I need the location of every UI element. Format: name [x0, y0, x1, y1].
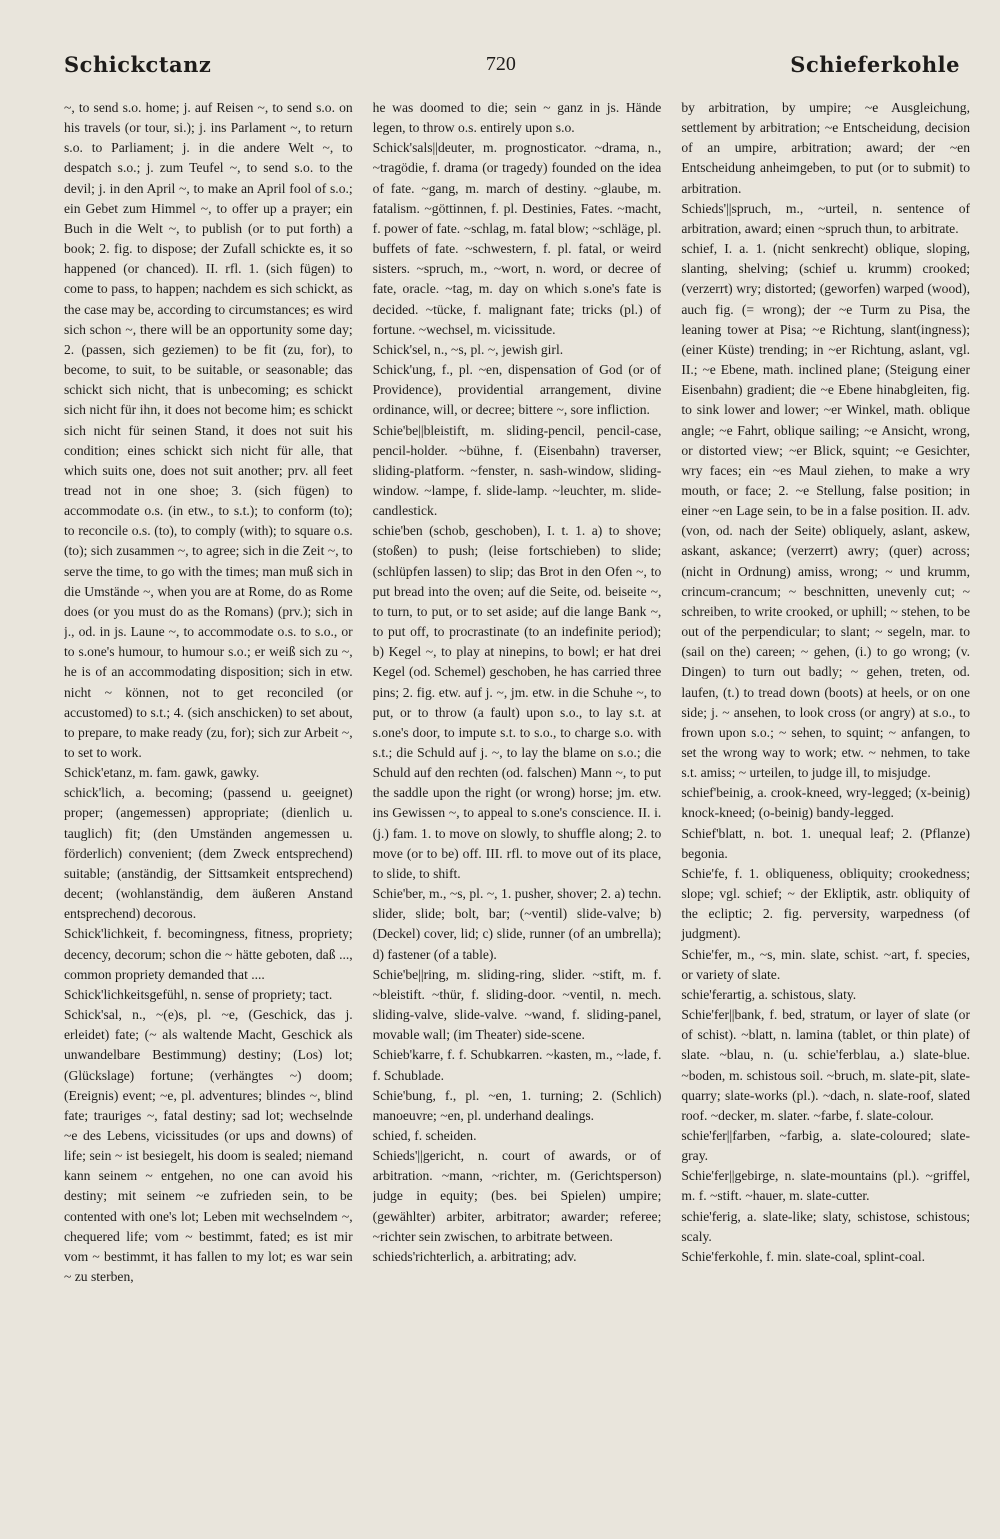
dictionary-entry: ~, to send s.o. home; j. auf Reisen ~, to send s.o. on his travels (or tour, si.); j. ins Parlament ~, to return s.o. to Parliament; j. in die andere Welt ~, to despatch s.o.; j. zum Teufel ~, to send s.o. to the devil; j. in den April ~, to make an April fool of s.o.; ein Gebet zum Himmel ~, to offer up a prayer; ein Buch in die Welt ~, to publish (or to put forth) a book; 2. fig. to dispose; der Zufall schickte es, it so happened (or chanced). II. rfl. 1. (sich fügen) to come to pass, to happen; nachdem es sich schickt, as the case may be, according to circumstances; es wird sich schon ~, there will be an opportunity some day; 2. (passen, sich geziemen) to be fit (zu, for), to become, to suit, to be suitable, or seasonable; das schickt sich nicht, that is unbecoming; es schickt sich nicht für ihn, it does not become him; es schickt sich nicht für seinen Stand, it does not suit his condition; eines schickt sich nicht für alle, that which suits one, does not suit another; prv. all feet tread not in one shoe; 3. (sich fügen) to accommodate o.s. (in etw., to s.t.); to conform (to); to reconcile o.s. (to), to comply (with); to square o.s. (to); sich zusammen ~, to agree; sich in die Zeit ~, to serve the time, to go with the times; man muß sich in die Umstände ~, when you are at Rome, do as Rome does (or you must do as the Romans) (prv.); sich in j., od. in js. Laune ~, to accommodate o.s. to s.o., or to s.one's humour, to humour s.o.; er weiß sich zu ~, he is of an accommodating disposition; sich in etw. nicht ~ können, not to get reconciled (or accustomed) to s.t.; 4. (sich anschicken) to set about, to prepare, to make ready (zu, for); sich zur Arbeit ~, to set to work.: [64, 100, 353, 760]
dictionary-entry: schief, I. a. 1. (nicht senkrecht) oblique, sloping, slanting, shelving; (schief u. krumm) crooked; (verzerrt) wry; distorted; (geworfen) warped (wood), auch fig. (= wrong); der ~e Turm zu Pisa, the leaning tower at Pisa; ~e Richtung, slant(ingness); (einer Küste) trending; in ~er Richtung, aslant, vgl. II.; ~e Ebene, math. inclined plane; (Steigung einer Eisenbahn) gradient; die ~e Ebene hinabgleiten, fig. to sink lower and lower; ~er Winkel, math. oblique angle; ~e Fahrt, oblique sailing; ~e Ansicht, wrong, or distorted view; ~er Blick, squint; ~e Gesichter, wry faces; ein ~es Maul ziehen, to make a wry mouth, or face; 2. ~e Stellung, false position; in einer ~en Lage sein, to be in a false position. II. adv. (von, od. nach der Seite) obliquely, aslant, askew, askant, askance; (verzerrt) awry; (quer) across; (nicht in Ordnung) amiss, wrong; ~ und krumm, crincum-crancum; ~ beschnitten, unevenly cut; ~ schreiben, to write crooked, or uphill; ~ stehen, to be out of the perpendicular; to slant; ~ segeln, mar. to (sail on the) careen; ~ gehen, (i.) to go wrong; (v. Dingen) to turn out badly; ~ gehen, treten, od. laufen, (t.) to tread down (boots) at heels, or on one side; j. ~ ansehen, to look cross (or angry) at s.o., to frown upon s.o.; ~ sehen, to squint; ~ anfangen, to set the wrong way to work; etw. ~ nehmen, to take s.t. amiss; ~ urteilen, to judge ill, to misjudge.: [681, 241, 971, 781]
left-running-headword: Schickctanz: [64, 51, 212, 77]
dictionary-entry: schie'fer||farben, ~farbig, a. slate-coloured; slate-gray.: [681, 1127, 971, 1164]
dictionary-entry: schied, f. scheiden.: [372, 1127, 477, 1143]
dictionary-entry: Schief'blatt, n. bot. 1. unequal leaf; 2. (Pflanze) begonia.: [681, 825, 971, 861]
text-columns: [64, 98, 970, 1518]
column-2: [373, 98, 662, 1518]
dictionary-entry: Schieb'karre, f. f. Schubkarren. ~kasten, m., ~lade, f. f. Schublade.: [372, 1047, 662, 1083]
dictionary-entry: Schie'be||ring, m. sliding-ring, slider. ~stift, m. f. ~bleistift. ~thür, f. sliding-door. ~ventil, n. mech. sliding-valve, slide-valve. ~wand, f. sliding-panel, movable wall; (im Theater) side-scene.: [372, 966, 662, 1043]
dictionary-entry: Schie'ferkohle, f. min. slate-coal, splint-coal.: [681, 1248, 926, 1264]
column-1: [64, 98, 353, 1518]
dictionary-entry: Schick'lichkeitsgefühl, n. sense of propriety; tact.: [64, 986, 333, 1002]
dictionary-entry: schie'ferartig, a. schistous, slaty.: [681, 986, 857, 1002]
dictionary-entry: schief'beinig, a. crook-kneed, wry-legged; (x-beinig) knock-kneed; (o-beinig) bandy-legged.: [681, 785, 971, 821]
dictionary-entry: Schie'bung, f., pl. ~en, 1. turning; 2. (Schlich) manoeuvre; ~en, pl. underhand dealings.: [372, 1087, 662, 1123]
dictionary-entry: Schie'fer||bank, f. bed, stratum, or layer of slate (or of schist). ~blatt, n. lamina (tablet, or thin plate) of slate. ~blau, n. (u. schie'ferblau, a.) slate-blue. ~boden, m. schistous soil. ~bruch, m. slate-pit, slate-quarry; slate-works (pl.). ~dach, n. slate-roof, slated roof. ~decker, m. slater. ~farbe, f. slate-colour.: [681, 1007, 971, 1123]
dictionary-entry: Schie'fe, f. 1. obliqueness, obliquity; crookedness; slope; vgl. schief; ~ der Ekliptik, astr. obliquity of the ecliptic; 2. fig. perversity, warpedness (of judgment).: [681, 865, 971, 942]
dictionary-entry: Schie'ber, m., ~s, pl. ~, 1. pusher, shover; 2. a) techn. slider, slide; bolt, bar; (~ventil) slide-valve; b) (Deckel) cover, lid; c) slide, runner (of an umbrella); d) fastener (of a table).: [372, 886, 662, 962]
right-running-headword: Schieferkohle: [790, 51, 960, 77]
dictionary-entry: he was doomed to die; sein ~ ganz in js. Hände legen, to throw o.s. entirely upon s.o.: [372, 100, 662, 136]
dictionary-entry: Schick'ung, f., pl. ~en, dispensation of God (or of Providence), providential arrangement, divine ordinance, will, or decree; bittere ~, sore infliction.: [372, 362, 662, 418]
dictionary-entry: Schick'lichkeit, f. becomingness, fitness, propriety; decency, decorum; schon die ~ hätte geboten, daß ..., common propriety demanded that ....: [64, 926, 353, 982]
dictionary-entry: Schieds'||gericht, n. court of awards, or of arbitration. ~mann, ~richter, m. (Gerichtsperson) judge in equity; (bes. bei Spielen) umpire; (gewählter) arbiter, arbitrator; awarder; referee; ~richter sein zwischen, to arbitrate between.: [372, 1148, 662, 1244]
dictionary-entry: schick'lich, a. becoming; (passend u. geeignet) proper; (angemessen) appropriate; (dienlich u. tauglich) fit; (den Umständen angemessen u. förderlich) convenient; (dem Zweck entsprechend) suitable; (anständig, der Sittsamkeit entsprechend) decent; (wohlanständig, dem äußeren Anstand entsprechend) decorous.: [64, 785, 353, 922]
page-number: 720: [485, 52, 516, 75]
dictionary-entry: Schie'fer, m., ~s, min. slate, schist. ~art, f. species, or variety of slate.: [681, 946, 971, 982]
dictionary-entry: Schick'sals||deuter, m. prognosticator. ~drama, n., ~tragödie, f. drama (or tragedy) founded on the idea of fate. ~gang, m. march of destiny. ~glaube, m. fatalism. ~göttinnen, f. pl. Destinies, Fates. ~macht, f. power of fate. ~schlag, m. fatal blow; ~schläge, pl. buffets of fate. ~schwestern, f. pl. fatal, or weird sisters. ~spruch, m., ~wort, n. word, or decree of fate, oracle. ~tag, m. day on which s.one's fate is decided. ~tücke, f. malignant fate; tricks (pl.) of fortune. ~wechsel, m. vicissitude.: [372, 140, 662, 337]
dictionary-entry: schie'ben (schob, geschoben), I. t. 1. a) to shove; (stoßen) to push; (leise fortschieben) to slide; (schlüpfen lassen) to slip; das Brot in den Ofen ~, to put bread into the oven; auf die Seite, od. beiseite ~, to turn, to put, or to set aside; auf die lange Bank ~, to put off, to procrastinate (to an indefinite period); b) Kegel ~, to play at ninepins, to bowl; er hat drei Kegel (od. Schemel) geschoben, he has carried three pins; 2. fig. etw. auf j. ~, jm. etw. in die Schuhe ~, to put, or to throw (a fault) upon s.o., to lay s.t. at s.one's door, to impute s.t. to s.o., to charge s.o. with s.t.; die Schuld auf j. ~, to lay the blame on s.o.; die Schuld auf den rechten (od. falschen) Mann ~, to put the saddle upon the right (or wrong) horse; jm. etw. ins Gewissen ~, to appeal to s.one's conscience. II. i. (j.) fam. 1. to move on slowly, to shuffle along; 2. to move (or to be) off. III. rfl. to move out of its place, to slide, to shift.: [372, 523, 662, 881]
dictionary-entry: Schie'fer||gebirge, n. slate-mountains (pl.). ~griffel, m. f. ~stift. ~hauer, m. slate-cutter.: [681, 1168, 971, 1204]
dictionary-entry: schie'ferig, a. slate-like; slaty, schistose, schistous; scaly.: [681, 1208, 971, 1244]
dictionary-entry: Schieds'||spruch, m., ~urteil, n. sentence of arbitration, award; einen ~spruch thun, to arbitrate.: [681, 200, 971, 236]
page-header: [64, 42, 960, 86]
dictionary-entry: Schie'be||bleistift, m. sliding-pencil, pencil-case, pencil-holder. ~bühne, f. (Eisenbahn) traverser, sliding-platform. ~fenster, n. sash-window, sliding-window. ~lampe, f. slide-lamp. ~leuchter, m. slide-candlestick.: [372, 422, 662, 519]
dictionary-entry: schieds'richterlich, a. arbitrating; adv.: [372, 1248, 577, 1264]
dictionary-entry: Schick'sel, n., ~s, pl. ~, jewish girl.: [372, 341, 564, 357]
dictionary-entry: Schick'sal, n., ~(e)s, pl. ~e, (Geschick, das j. erleidet) fate; (~ als waltende Macht, Geschick als unwandelbare Bestimmung) destiny; (Los) lot; (Glückslage) fortune; (verhängtes ~) doom; (Ereignis) event; ~e, pl. adventures; blindes ~, blind fate; trauriges ~, fatal destiny; sad lot; wechselnde ~e des Lebens, vicissitudes (or ups and downs) of life; sein ~ ist besiegelt, his doom is sealed; niemand kann seinem ~ entgehen, no one can avoid his destiny; mit seinem ~e zufrieden sein, to be contented with one's lot; Leben mit wechselndem ~, chequered life; vom ~ bestimmt, fated; es ist mir vom ~ bestimmt, it has fallen to my lot; es war sein ~ zu sterben,: [64, 1007, 353, 1285]
dictionary-entry: by arbitration, by umpire; ~e Ausgleichung, settlement by arbitration; ~e Entscheidung, decision of an umpire, arbitration; award; der ~en Entscheidung anheimgeben, to put (or to submit) to arbitration.: [681, 100, 971, 196]
column-3: [681, 98, 970, 1518]
dictionary-entry: Schick'etanz, m. fam. gawk, gawky.: [64, 765, 260, 781]
